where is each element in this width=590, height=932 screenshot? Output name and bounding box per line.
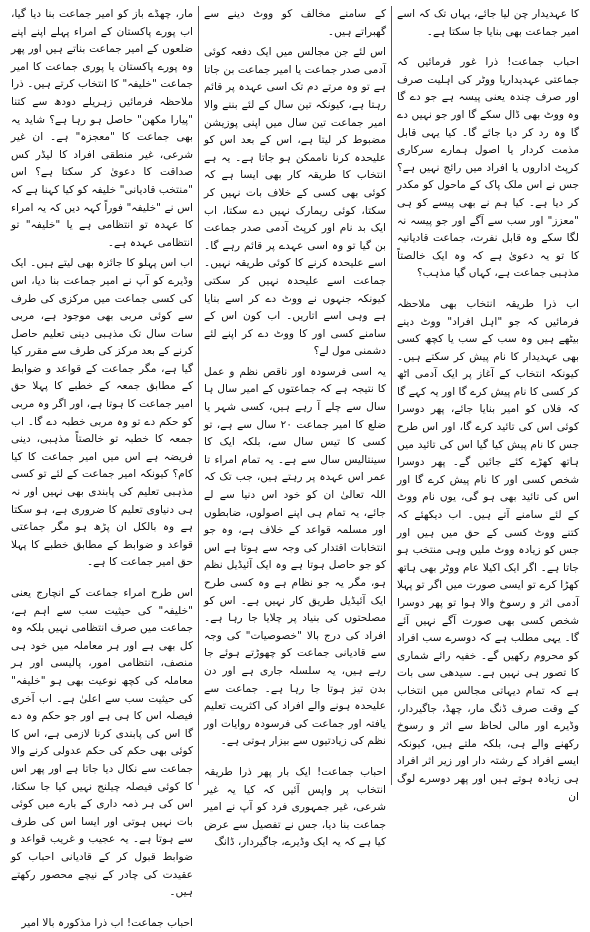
column-right: [392, 6, 584, 803]
column-left: [6, 6, 198, 929]
column-middle: [199, 6, 391, 849]
paragraph: اب اس پہلو کا جائزہ بھی لیتے ہیں۔ ایک وڈیرے کو آپ نے امیر جماعت بنا دیا، اس کی کسی جماعت میں مرکزی کی طرف سے کوئی مربی بھی موجود ہے، مربی سات سال تک مذہبی دینی تعلیم حاصل کرنے کے بعد مرکز کی طرف سے مقرر کیا گیا ہے، مگر جماعت کے قواعد و ضوابط کے مطابق جمعہ کے خطبے کا پہلا حق امیر جماعت کا ہوتا ہے، اور اگر وہ مربی کو حکم دے تو وہ مربی خطبہ دے گا۔ اب جمعہ کا خطبہ تو خالصتاً مذہبی، دینی فریضہ ہے اس میں امیر جماعت کا کیا کام؟ کیونکہ امیر جماعت کے لئے تو کسی مذہبی تعلیم کی پابندی بھی نہیں اور نہ ہی دنیاوی تعلیم کا ضروری ہے، ہو سکتا ہے وہ بالکل ان پڑھ ہو مگر جماعتی قواعد و ضوابط کے مطابق خطبے کا پہلا حق امیر جماعت کا ہے۔: [11, 257, 193, 569]
paragraph: احباب جماعت! ایک بار پھر ذرا طریقہ انتخاب پر واپس آئیں کہ کیا یہ غیر شرعی، غیر جمہوری فرد کو آپ نے امیر جماعت بنا دیا، جس نے تفصیل سے عرض کیا ہے کہ یہ ایک وڈیرے، جاگیردار، ڈانگ: [204, 765, 386, 849]
paragraph: اب ذرا طریقہ انتخاب بھی ملاحظہ فرمائیں کہ جو "اہل افراد" ووٹ دینے بیٹھے ہیں وہ سب کے سب یا کچھ کسی بھی عہدیدار کا نام پیش کر سکتے ہیں۔ کیونکہ انتخاب کے آغاز پر ایک آدمی اٹھ کر کسی کا نام پیش کرے گا اور یہ کہے گا کہ فلاں کو امیر بنایا جائے، پھر دوسرا کوئی اس کی تائید کرے گا، اور اس طرح جس کا نام پیش کیا گیا اس کی تائید میں ہاتھ کھڑے کئے جائیں گے۔ پھر دوسرا شخص کسی اور کا نام پیش کرے گا اور اس کی تائید بھی ہو گی، یوں نام ووٹ کے لئے سامنے آتے ہیں۔ اب دیکھئے کہ کتنے ووٹ کسی کے حق میں ہیں اور جس کو زیادہ ووٹ ملیں وہی منتخب ہو جاتا ہے۔ اگر ایک اکیلا عام ووٹر بھی ہاتھ کھڑا کرے تو ایسی صورت میں اگر تو پہلا آدمی اثر و رسوخ والا ہوا تو پھر دوسرا شخص کسی بھی صورت آگے نہیں آئے گا۔ یہی مطلب ہے کہ دوسرے سب افراد کو محروم رکھیں گے۔ خفیہ رائے شماری کا تصور ہی نہیں ہے۔ سیدھی سی بات ہے کہ تمام دیہاتی مجالس میں انتخاب کے وقت صرف ڈنگ مار، چھڈ، جاگیردار، وڈیرے اور مالی لحاظ سے اثر و رسوخ رکھنے والے ہی، بلکہ ملتے ہیں، کیونکہ ایسے افراد کے رشتہ دار اور زیر اثر افراد ہی زیادہ ہوتے ہیں اور پھر دوسرے لوگ ان: [397, 297, 579, 803]
paragraph: احباب جماعت! اب ذرا مذکورہ بالا امیر: [21, 916, 193, 929]
column-divider: [198, 6, 199, 785]
paragraph: اس طرح امراء جماعت کے انچارج یعنی "خلیفہ" کی حیثیت سب سے اہم ہے، جماعت میں صرف انتظامی نہیں بلکہ وہ کل بھی ہے اور ہر معاملہ میں خود ہی منصف، انتظامی امور، پالیسی اور ہر معاملہ کی کچھ نوعیت بھی ہو "خلیفہ" کی حیثیت سب سے اعلیٰ ہے۔ اب آخری فیصلہ اس کا ہی ہے اور جو حکم وہ دے گا اس کی پابندی کرنا لازمی ہے، اس کا کوئی بھی حکم کی حکم عدولی کرنے والا جماعت سے نکال دیا جاتا ہے اور پھر اس کا کوئی فیصلہ چیلنج نہیں کیا جا سکتا، اس کی ہر ذمہ داری کے بارے میں کوئی بات نہیں ہوتی اور ایسا اس کی طرف سے ہوتا ہے۔ یہ عجیب و غریب قواعد و ضوابط قبول کر کے قادیانی احباب کو عقیدت کی چادر کے نیچے محصور رکھتے ہیں۔: [11, 587, 193, 899]
paragraph: احباب جماعت! ذرا غور فرمائیں کہ جماعتی عہدیداریا ووٹر کی اہلیت صرف اور صرف چندہ یعنی پیسہ ہے جو دے گا وہ ووٹ بھی ڈال سکے گا اور جو نہیں دے گا وہ رد کر دیا جائے گا۔ کیا یہی قابل مذمت کردار یا اصول ہمارے سرکاری کرپٹ اداروں یا افراد میں رائج نہیں ہے؟ جس نے اس ملک پاک کے ماحول کو مکدر کر دیا ہے۔ کیا ہم نے بھی پیسے کو ہی "معزز" اور سب سے آگے اور جو پیسہ نہ لگا سکے وہ قابل نفرت، جماعت قادیانیہ کا تو یہ دعویٰ ہے کہ وہ ایک خالصتاً مذہبی جماعت ہے، کہاں گیا مذہب؟: [397, 56, 579, 280]
paragraph: اس لئے جن مجالس میں ایک دفعہ کوئی آدمی صدر جماعت یا امیر جماعت بن جاتا ہے تو وہ مرتے دم تک اسی عہدہ پر قائم رہتا ہے، کیونکہ تین سال کے لئے بننے والا امیر جماعت تین سال میں اپنی پوزیشن مضبوط کر لیتا ہے، اس کے بعد اس کو علیحدہ کرنا ناممکن ہو جاتا ہے۔ یہ ہے انتخاب کا طریقہ کار بھی ایسا ہے کہ کوئی بھی کسی کے خلاف بات نہیں کر سکتا، کوئی ریمارک نہیں دے سکتا، اب ایک بد نام اور کرپٹ آدمی صدر جماعت بن گیا تو وہ اسی عہدے پر قائم رہے گا۔ اسے علیحدہ کرنے کا کوئی طریقہ نہیں۔ جماعت اسے علیحدہ نہیں کر سکتی کیونکہ جنہوں نے ووٹ دے کر اسے بنایا ہے وہی اسے اتاریں۔ اب کون اس کے سامنے کسی اور کا ووٹ دے کر اپنے لئے دشمنی مول لے؟: [204, 46, 386, 358]
paragraph: یہ اسی فرسودہ اور ناقص نظم و عمل کا نتیجہ ہے کہ جماعتوں کے امیر سال ہا سال سے چلے آ رہے ہیں، کسی شہر یا ضلع کا امیر جماعت ۲۰ سال سے ہے، تو کسی کا تیس سال سے، بلکہ ایک کا سینتالیس سال سے ہے۔ یہ تمام امراء تا عمر اس عہدہ پر رہتے ہیں، جب تک کہ اللہ تعالیٰ ان کو خود اس دنیا سے لے جائے، یہ تمام ہی اپنے اصولوں، ضابطوں اور مسلمہ قواعد کے خلاف ہے، وہ جو انتخابات اقتدار کی وجہ سے ہوتا ہے اس کو جو حاصل ہوتا ہے وہ ایک آئیڈیل نظم ہو، مگر یہ جو نظام ہے وہ کسی طرح ایک آئیڈیل طریق کار نہیں ہے۔ اس کو مصلحتوں کی بنیاد پر چلایا جا رہا ہے۔ افراد کی درج بالا "خصوصیات" کی وجہ سے قادیانی جماعت کو چھوڑتے ہوئے جا رہے ہیں، یہ سلسلہ جاری ہے اور دن بدن تیز ہوتا جا رہا ہے۔ جماعت سے علیحدہ ہونے والے افراد کی اکثریت تعلیم یافتہ اور جماعت کی فرسودہ روایات اور نظم کی زیادتیوں سے بیزار ہوتی ہے۔: [204, 365, 386, 748]
text-columns: [6, 6, 584, 929]
column-divider: [391, 6, 392, 785]
paragraph: کے سامنے مخالف کو ووٹ دینے سے گھبراتے ہیں۔: [204, 8, 386, 38]
paragraph: مار، چھڈے باز کو امیر جماعت بنا دیا گیا، اب پورے پاکستان کے امراء پہلے اپنے اپنے ضلعوں کے امیر جماعت بناتے ہیں اور پھر وہ پورے پاکستان یا پوری جماعت کا امیر جماعت "خلیفہ" کا انتخاب کرتے ہیں۔ ذرا ملاحظہ فرمائیں زہریلے دودھ سے کتنا "پیارا مکھن" حاصل ہو رہا ہے؟ شاید یہ بھی جماعت کا "معجزہ" ہے۔ ان غیر شرعی، غیر منطقی افراد کا لیڈر کس صداقت کا دعویٰ کر سکتا ہے؟ اس "منتخب قادیانی" خلیفہ کو کیا کہنا ہے کہ اس نے "خلیفہ" فوراً کہہ دیں کہ یہ امراء کا عہدہ تو انتظامی ہے یا "خلیفہ" تو انتظامی عہدہ ہے۔: [11, 8, 193, 249]
paragraph: کا عہدیدار چن لیا جائے، یہاں تک کہ اسے امیر جماعت بھی بنایا جا سکتا ہے۔: [397, 8, 579, 38]
